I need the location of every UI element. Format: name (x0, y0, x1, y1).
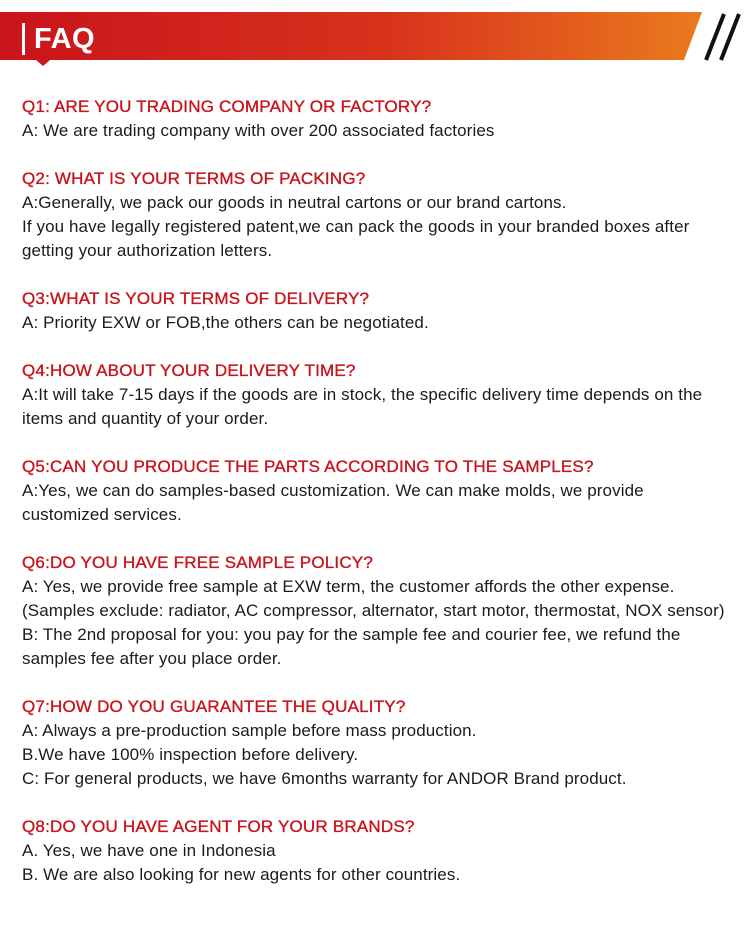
banner-background (0, 12, 750, 72)
faq-answer-line: B. We are also looking for new agents for other countries. (22, 865, 461, 884)
faq-answer-line: A: Always a pre-production sample before mass production. (22, 721, 477, 740)
title-bar-divider (22, 23, 25, 55)
faq-answer-line: A: We are trading company with over 200 associated factories (22, 121, 495, 140)
double-slash-icon (706, 14, 739, 60)
faq-item-q8 (22, 815, 727, 887)
faq-question: Q3:WHAT IS YOUR TERMS OF DELIVERY? (22, 289, 370, 308)
faq-banner (0, 12, 750, 72)
faq-answer-line: B.We have 100% inspection before delivery. (22, 745, 359, 764)
faq-list (22, 95, 727, 911)
faq-answer-line: A: Yes, we provide free sample at EXW term, the customer affords the other expense. (22, 577, 675, 596)
faq-answer-line: A: Priority EXW or FOB,the others can be negotiated. (22, 313, 429, 332)
faq-answer-line: B: The 2nd proposal for you: you pay for the sample fee and courier fee, we refund the samples fee after you place order. (22, 625, 681, 668)
faq-question: Q5:CAN YOU PRODUCE THE PARTS ACCORDING TO THE SAMPLES? (22, 457, 594, 476)
faq-question: Q4:HOW ABOUT YOUR DELIVERY TIME? (22, 361, 356, 380)
faq-answer-line: A. Yes, we have one in Indonesia (22, 841, 276, 860)
banner-title (22, 19, 95, 59)
faq-item-q7 (22, 695, 727, 791)
faq-answer-line: C: For general products, we have 6months warranty for ANDOR Brand product. (22, 769, 627, 788)
faq-answer-line: (Samples exclude: radiator, AC compressor, alternator, start motor, thermostat, NOX sensor) (22, 601, 725, 620)
faq-item-q3 (22, 287, 727, 335)
faq-answer-line: If you have legally registered patent,we can pack the goods in your branded boxes after getting your authorization letters. (22, 217, 690, 260)
faq-answer-line: A:Yes, we can do samples-based customization. We can make molds, we provide customized services. (22, 481, 644, 524)
faq-item-q4 (22, 359, 727, 431)
faq-answer-line: A:Generally, we pack our goods in neutral cartons or our brand cartons. (22, 193, 567, 212)
faq-question: Q6:DO YOU HAVE FREE SAMPLE POLICY? (22, 553, 374, 572)
faq-item-q6 (22, 551, 727, 671)
faq-question: Q7:HOW DO YOU GUARANTEE THE QUALITY? (22, 697, 406, 716)
faq-item-q5 (22, 455, 727, 527)
faq-question: Q1: ARE YOU TRADING COMPANY OR FACTORY? (22, 97, 432, 116)
page-title: FAQ (34, 22, 96, 55)
faq-question: Q2: WHAT IS YOUR TERMS OF PACKING? (22, 169, 366, 188)
faq-answer-line: A:It will take 7-15 days if the goods are in stock, the specific delivery time depends on the items and quantity of your order. (22, 385, 703, 428)
faq-item-q2 (22, 167, 727, 263)
faq-item-q1 (22, 95, 727, 143)
faq-question: Q8:DO YOU HAVE AGENT FOR YOUR BRANDS? (22, 817, 415, 836)
